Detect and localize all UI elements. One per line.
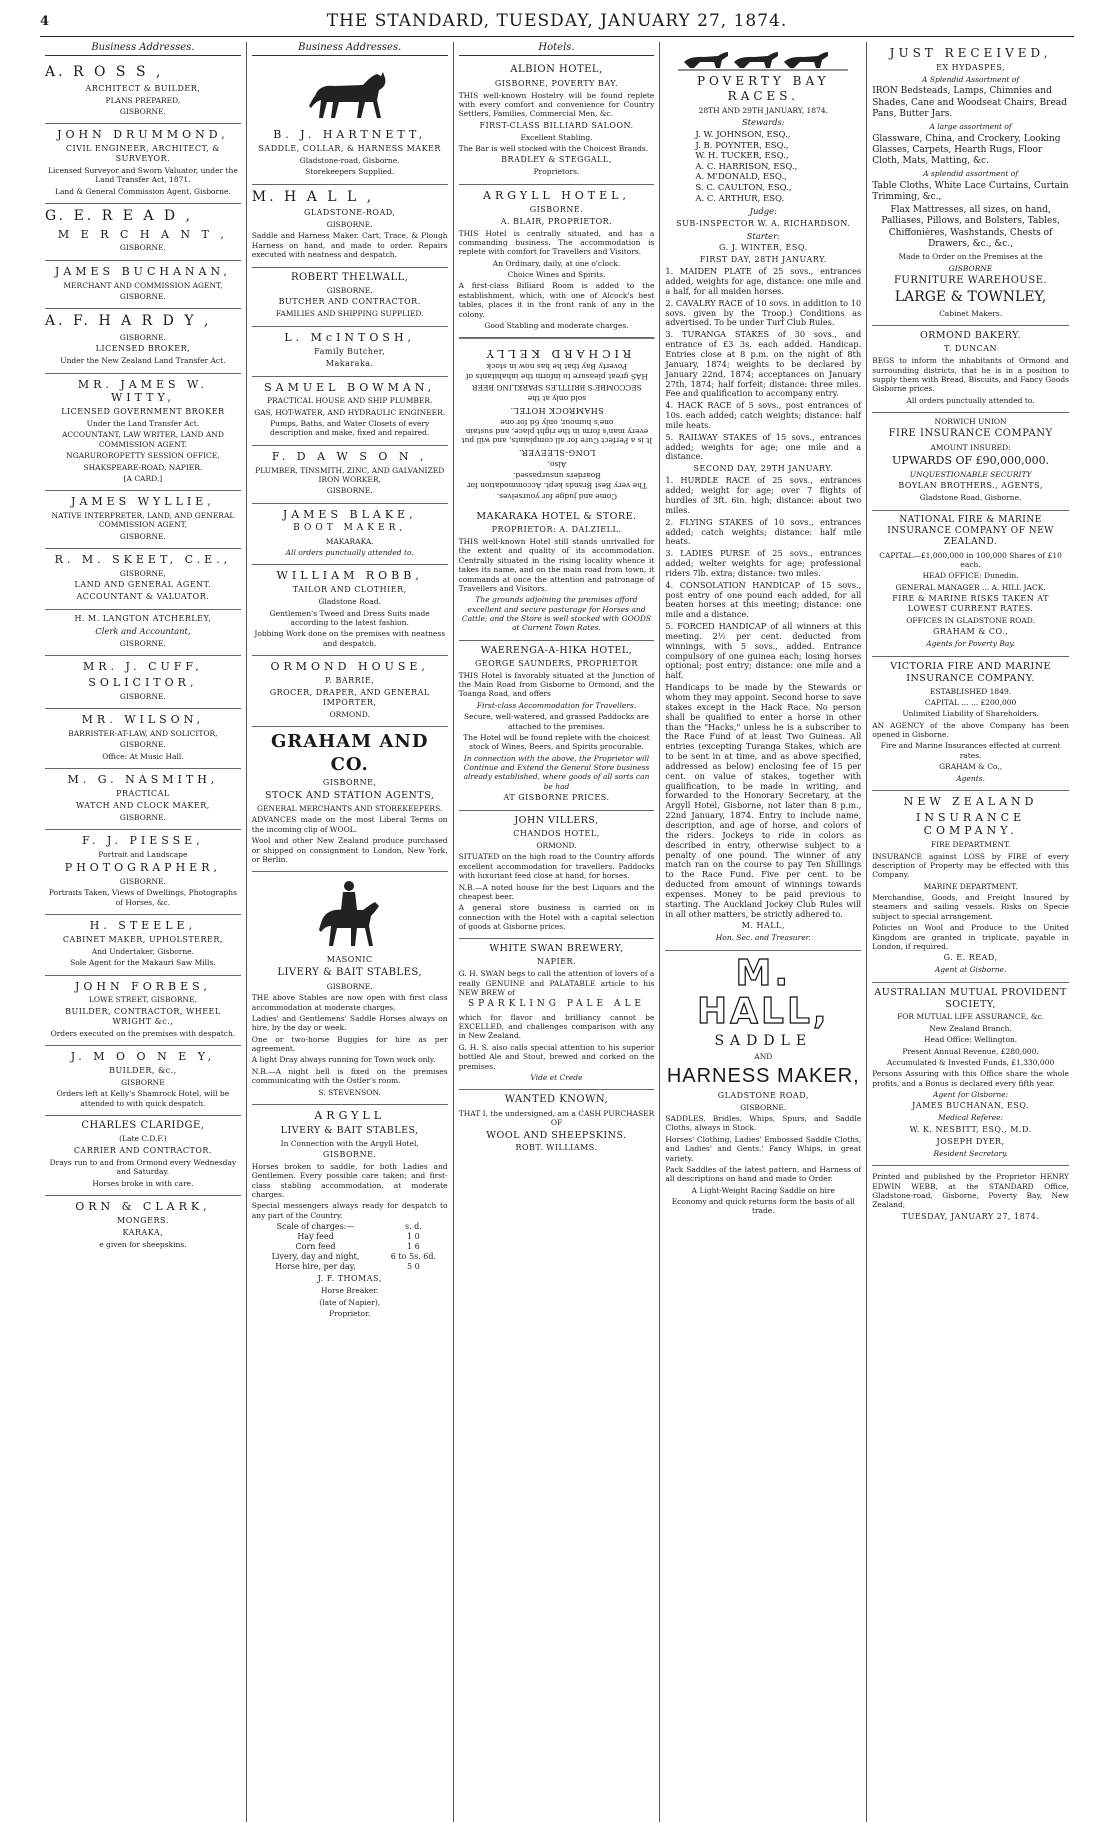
ad-poverty-bay-races: POVERTY BAY RACES. 28TH AND 29TH JANUARY, 1874. Stewards: J. W. JOHNSON, ESQ., J. B. POYNTER, ESQ., W. H. TUCKER, ESQ., A. C. HARRISON, ESQ., A. M'DONALD, ESQ., S. C. CAULTON, ESQ., A. C. ARTHUR, ESQ. Judge: SUB-INSPECTOR W. A. RICHARDSON. Starter: G. J. WINTER, ESQ. FIRST DAY, 28TH JANUARY. 1. MAIDEN PLATE of 25 sovs., entrances added, weights for age, distance: one mile and a half, for all maiden horses. 2. CAVALRY RACE of 10 sovs. in addition to 10 sovs. given by the Troop.) Conditions as advertised. To be under Turf Club Rules. 3. TURANGA STAKES of 30 sovs., and entrance of £3 3s. each added. Handicap. Entries close at 8 p.m. on the night of 8th January, 1874; weights to be declared by January 22nd, 1874; acceptances on January 27th, 1874; half forfeit; distance: three miles. Fee and qualification to accompany entry. 4. HACK RACE of 5 sovs., post entrances of 10s. each added; catch weights; distance: half mile heats. 5. RAILWAY STAKES of 15 sovs., entrances added; weights for age; one mile and a distance. SECOND DAY, 29TH JANUARY. 1. HURDLE RACE of 25 sovs., entrances added; weight for age; over 7 flights of hurdles of 3ft. 6in. high; distance: about two miles. 2. FLYING STAKES of 10 sovs., entrances added; catch weights; distance: half mile heats. 3. LADIES PURSE of 25 sovs., entrances added; welter weights for age; professional riders 7lb. extra; distance: two miles. 4. CONSOLATION HANDICAP of 15 sovs., post entry of one pound each added, for all beaten horses at this meeting; distance: one mile and a distance. 5. FORCED HANDICAP of all winners at this meeting. 2½ per cent. deducted from winnings, with 5 sovs., added. Entrance compulsory of one guinea each; losing horses optional; post entry; distance: one mile and a half. Handicaps to be made by the Stewards or whom they may appoint. Second horse to save stakes except in the Hack Race. No person shall be qualified to enter a horse in other than the "Hacks," unless he is a subscriber to the Race Fund of at least Two Guineas. All entries (excepting Turanga Stakes, which are to be sent in at time, and as above specified, addressed as below) enclosing fee of 15 per cent. on value of stakes, together with qualification, to be made in writing, and forwarded to the Honorary Secretary, at the Argyll Hotel, Gisborne, not later than 8 p.m., 22nd January, 1874. Entry to include name, description, and age of horse, and colors of the riders. Jockeys to ride in colors as described in entry, otherwise subject to a penalty of one pound. The winner of any match ran on the course to pay Ten Shillings to the Race Fund. Five per cent. to be deducted from amount of winnings towards expenses. Money to be paid previous to starting. The Auckland Jockey Club Rules will in all other matters, be strictly adhered to. M. HALL, Hon. Sec. and Treasurer. [665,42,861,951]
ad-bowman: SAMUEL BOWMAN, PRACTICAL HOUSE AND SHIP PLUMBER. GAS, HOT-WATER, AND HYDRAULIC ENGINEER. Pumps, Baths, and Water Closets of every description and make, fixed and repaired. [252,377,448,446]
ad-ormond-house: ORMOND HOUSE, P. BARRIE, GROCER, DRAPER, AND GENERAL IMPORTER, ORMOND. [252,656,448,727]
newspaper-title: THE STANDARD, TUESDAY, JANUARY 27, 1874. [326,11,788,31]
race-rules: Handicaps to be made by the Stewards or whom they may appoint. Second horse to save stakes except in the Hack Race. No person shall be qualified to enter a horse in other than the "Hacks," unless he is a subscriber to the Race Fund of at least Two Guineas. All entries (excepting Turanga Stakes, which are to be sent in at time, and as above specified, addressed as below) enclosing fee of 15 per cent. on value of stakes, together with qualification, to be made in writing, and forwarded to the Honorary Secretary, at the Argyll Hotel, Gisborne, not later than 8 p.m., 22nd January, 1874. Entry to include name, description, and age of horse, and colors of the riders. Jockeys to ride in colors as described in entry, otherwise subject to a penalty of one pound. The winner of any match ran on the course to pay Ten Shillings to the Race Fund. Five per cent. to be deducted from amount of winnings towards expenses. Money to be paid previous to starting. The Auckland Jockey Club Rules will in all other matters, be strictly adhered to. [665,682,862,919]
ad-dawson: F. D A W S O N , PLUMBER, TINSMITH, ZINC, AND GALVANIZED IRON WORKER, GISBORNE. [252,446,448,504]
ad-amp-society: AUSTRALIAN MUTUAL PROVIDENT SOCIETY, FOR MUTUAL LIFE ASSURANCE, &c. New Zealand Branch. Head Office: Wellington. Present Annual Revenue, £280,000. Accumulated & Invested Funds, £1,330,000 Persons Assuring with this Office share the whole profits, and a Bonus is declared every fifth year. Agent for Gisborne: JAMES BUCHANAN, ESQ. Medical Referee: W. K. NESBITT, ESQ., M.D. JOSEPH DYER, Resident Secretary. [872,983,1069,1167]
ad-atcherley: H. M. LANGTON ATCHERLEY, Clerk and Accountant, GISBORNE. [45,610,241,656]
page-number: 4 [40,13,50,29]
ad-albion-hotel: ALBION HOTEL, GISBORNE, POVERTY BAY. THIS well-known Hostelry will be found replete with every comfort and convenience for Country Settlers, Families, Commercial Men, &c. FIRST-CLASS BILLIARD SALOON. Excellent Stabling. The Bar is well stocked with the Choicest Brands. BRADLEY & STEGGALL, Proprietors. [459,60,655,185]
column-heading: Hotels. [459,42,655,56]
ad-makaraka-hotel: MAKARAKA HOTEL & STORE. PROPRIETOR: A. DALZIELL. THIS well-known Hotel still stands unrivalled for the extent and quality of its accommodation. Centrally situated in the rising locality whence it takes its name, and on the main road from town, it commands at once the attention and patronage of Travellers and Visitors. The grounds adjoining the premises afford excellent and secure pasturage for Horses and Cattle; and the Store is well stocked with GOODS at Current Town Rates. [459,507,655,641]
ad-hall: M. H A L L , GLADSTONE-ROAD, GISBORNE. Saddle and Harness Maker. Cart, Trace, & Plough Harness on hand, and made to order. Repairs executed with neatness and despatch. [252,185,448,268]
column-heading: Business Addresses. [252,42,448,56]
ad-robb: WILLIAM ROBB, TAILOR AND CLOTHIER, Gladstone Road. Gentlemen's Tweed and Dress Suits made according to the latest fashion. Jobbing Work done on the premises with neatness and despatch. [252,565,448,656]
ad-m-hall-saddle: M. HALL, SADDLE AND HARNESS MAKER, GLADSTONE ROAD, GISBORNE. SADDLES, Bridles, Whips, Spurs, and Saddle Cloths, always in Stock. Horses' Clothing, Ladies' Embossed Saddle Cloths, and Ladies' and Gents.' Fancy Whips, in great variety. Pack Saddles of the latest pattern, and Harness of all descriptions on hand and made to Order. A Light-Weight Racing Saddle on hire Economy and quick returns form the basis of all trade. [665,952,862,1216]
ad-blake: JAMES BLAKE, BOOT MAKER, MAKARAKA. All orders punctually attended to. [252,504,448,566]
imprint: Printed and published by the Proprietor HENRY EDWIN WEBB, at the STANDARD Office, Gladstone-road, Gisborne, Poverty Bay, New Zealand, TUESDAY, JANUARY 27, 1874. [872,1172,1069,1221]
column-heading: Business Addresses. [45,42,241,56]
ad-norwich-union: NORWICH UNION FIRE INSURANCE COMPANY AMOUNT INSURED: UPWARDS OF £90,000,000. UNQUESTIONABLE SECURITY BOYLAN BROTHERS., AGENTS, Gladstone Road, Gisborne. [872,413,1069,511]
ad-argyll-stables: ARGYLL LIVERY & BAIT STABLES, In Connection with the Argyll Hotel, GISBORNE. Horses broken to saddle, for both Ladies and Gentlemen. Every possible care taken; and first-class stabling accommodation, at moderate charges. Special messengers always ready for despatch to any part of the Country. Scale of charges:— s. d. Hay feed 1 0 Corn feed 1 6 Livery, day and night, 6 to 5s. 6d. Horse hire, per day, 5 0 J. F. THOMAS, Horse Breaker. (late of Napier), Proprietor. [251,1108,448,1318]
column-5 [867,42,1074,1822]
day1-races: 1. MAIDEN PLATE of 25 sovs., entrances added, weights for age, distance: one mile and a half, for all maiden horses. 2. CAVALRY RACE of 10 sovs. in addition to 10 sovs. given by the Troop.) Conditions as advertised. To be under Turf Club Rules. 3. TURANGA STAKES of 30 sovs., and entrance of £3 3s. each added. Handicap. Entries close at 8 p.m. on the night of 8th January, 1874; weights to be declared by January 22nd, 1874; acceptances on January 27th, 1874; half forfeit; distance: three miles. Fee and qualification to accompany entry. 4. HACK RACE of 5 sovs., post entrances of 10s. each added; catch weights; distance: half mile heats. 5. RAILWAY STAKES of 15 sovs., entrances added; weights for age; one mile and a distance. [665,266,862,462]
ad-forbes: JOHN FORBES, LOWE STREET, GISBORNE, BUILDER, CONTRACTOR, WHEEL WRIGHT &c., Orders executed on the premises with despatch. [45,976,241,1047]
column-3 [454,42,661,1822]
ad-ross: A. R O S S , ARCHITECT & BUILDER, PLANS PREPARED, GISBORNE. [45,60,241,124]
ad-claridge: CHARLES CLARIDGE, (Late C.D.F.) CARRIER AND CONTRACTOR. Drays run to and from Ormond every Wednesday and Saturday. Horses broke in with care. [45,1116,241,1196]
ad-mooney: J. M O O N E Y, BUILDER, &c., GISBORNE Orders left at Kelly's Shamrock Hotel, will be attended to with quick despatch. [45,1046,241,1116]
ad-wilson: MR. WILSON, BARRISTER-AT-LAW, AND SOLICITOR, GISBORNE. Office: At Music Hall. [45,709,241,769]
ad-buchanan: JAMES BUCHANAN, MERCHANT AND COMMISSION AGENT, GISBORNE. [45,261,241,310]
ad-drummond: JOHN DRUMMOND, CIVIL ENGINEER, ARCHITECT, & SURVEYOR. Licensed Surveyor and Sworn Valuator, under the Land Transfer Act, 1871. Land & General Commission Agent, Gisborne. [45,124,241,204]
ad-kelly-inverted: Come and judge for yourselves. The very Best Brands kept. Accommodation for Boarders unsurpassed. Also, LONG-SLEEVER. It is a Perfect Cure for all complaints, and will put every man's form in the right place, and sustain one's humour, only 6d for one SHAMROCK HOTEL. sold only at the SECCOMBE'S BRITTLES SPARKLING BEER HAS great pleasure to inform the inhabitants of Poverty Bay that he has now in stock RICHARD KELLY [459,338,655,507]
ad-white-swan: WHITE SWAN BREWERY, NAPIER. G. H. SWAN begs to call the attention of lovers of a really GENUINE and PALATABLE article to his NEW BREW of SPARKLING PALE ALE which for flavor and brilliancy cannot be EXCELLED, and challenges comparison with any in New Zealand. G. H. S. also calls special attention to his superior bottled Ale and Stout, brewed and corked on the premises. Vide et Crede [459,939,655,1090]
ad-wyllie: JAMES WYLLIE, NATIVE INTERPRETER, LAND, AND GENERAL COMMISSION AGENT, GISBORNE. [45,491,241,549]
ad-wanted-known: WANTED KNOWN, THAT I, the undersigned, am a CASH PURCHASER OF WOOL AND SHEEPSKINS. ROBT. WILLIAMS. [458,1094,655,1153]
ad-argyll-hotel: ARGYLL HOTEL, GISBORNE. A. BLAIR, PROPRIETOR. THIS Hotel is centrally situated, and has a commanding business. The accommodation is replete with comfort for Travellers and Visitors. An Ordinary, daily, at one o'clock. Choice Wines and Spirits. A first-class Billiard Room is added to the establishment, which, with one of Alcock's best tables, places it in the front rank of any in the colony. Good Stabling and moderate charges. [459,185,655,339]
column-4 [660,42,867,1822]
column-2 [247,42,454,1822]
ad-ormond-bakery: ORMOND BAKERY. T. DUNCAN BEGS to inform the inhabitants of Ormond and surrounding districts, that he is in a position to supply them with Bread, Biscuits, and Fancy Goods Gisborne prices. All orders punctually attended to. [872,326,1069,413]
racehorses-illustration [665,48,861,72]
ad-cuff: MR. J. CUFF, SOLICITOR, GISBORNE. [45,656,241,709]
ad-just-received: JUST RECEIVED, EX HYDASPES, A Splendid Assortment of IRON Bedsteads, Lamps, Chimnies and Shades, Cane and Woodseat Chairs, Bread Pans, Butter Jars. A large assortment of Glassware, China, and Crockery, Looking Glasses, Carpets, Hearth Rugs, Floor Cloth, Mats, Matting, &c. A splendid assortment of Table Cloths, White Lace Curtains, Curtain Trimming, &c., Flax Mattresses, all sizes, on hand, Palliases, Pillows, and Bolsters, Tables, Chiffonières, Washstands, Chests of Drawers, &c., &c., Made to Order on the Premises at the GISBORNE FURNITURE WAREHOUSE. LARGE & TOWNLEY, Cabinet Makers. [872,42,1069,326]
ad-hartnett: B. J. HARTNETT, SADDLE, COLLAR, & HARNESS MAKER Gladstone-road, Gisborne. Storekeepers Supplied. [252,60,448,185]
ad-chandos-hotel: JOHN VILLERS, CHANDOS HOTEL, ORMOND. SITUATED on the high road to the Country affords excellent accommodation for travellers. Paddocks with luxuriant feed close at hand, for horses. N.B.—A noted house for the best Liquors and the cheapest beer. A general store business is carried on in connection with the Hotel with a capital selection of goods at Gisborne prices. [459,811,655,939]
ad-clark: ORN & CLARK, MONGERS. KARAKA, e given for sheepskins. [75,1199,211,1249]
ad-national-insurance: NATIONAL FIRE & MARINE INSURANCE COMPANY OF NEW ZEALAND. CAPITAL—£1,000,000 in 100,000 Shares of £10 each. HEAD OFFICE: Dunedin. GENERAL MANAGER ... A. HILL JACK. FIRE & MARINE RISKS TAKEN AT LOWEST CURRENT RATES. OFFICES IN GLADSTONE ROAD. GRAHAM & CO., Agents for Poverty Bay. [872,511,1069,657]
page-columns [40,42,1074,1822]
ad-victoria-insurance: VICTORIA FIRE AND MARINE INSURANCE COMPANY. ESTABLISHED 1849. CAPITAL ... ... £200,000 Unlimited Liability of Shareholders. AN AGENCY of the above Company has been opened in Gisborne. Fire and Marine Insurances effected at current rates. GRAHAM & Co., Agents. [872,657,1069,791]
column-1 [40,42,247,1822]
ad-nz-insurance: NEW ZEALAND INSURANCE COMPANY. FIRE DEPARTMENT. INSURANCE against LOSS by FIRE of every description of Property may be effected with this Company. MARINE DEPARTMENT. Merchandise, Goods, and Freight Insured by steamers and sailing vessels. Risks on Specie subject to special arrangement. Policies on Wool and Produce to the United Kingdom are granted in triplicate, payable in London, if required. G. E. READ, Agent at Gisborne. [872,791,1069,983]
scale-of-charges: Scale of charges:— s. d. Hay feed 1 0 Corn feed 1 6 Livery, day and night, 6 to 5s. 6d. Horse hire, per day, 5 0 [271,1222,437,1272]
ad-nasmith: M. G. NASMITH, PRACTICAL WATCH AND CLOCK MAKER, GISBORNE. [45,769,241,830]
ad-masonic-stables: MASONIC LIVERY & BAIT STABLES, GISBORNE. THE above Stables are now open with first class accommodation at moderate charges. Ladies' and Gentlemens' Saddle Horses always on hire, by the day or week. One or two-horse Buggies for hire as per agreement. A light Dray always running for Town work only. N.B.—A night bell is fixed on the premises communicating with the Ostler's room. S. STEVENSON. [252,872,448,1105]
horse-illustration [252,66,448,126]
ad-mcintosh: L. McINTOSH, Family Butcher, Makaraka. [252,327,448,377]
day2-races: 1. HURDLE RACE of 25 sovs., entrances added; weight for age; over 7 flights of hurdles of 3ft. 6in. high; distance: about two miles. 2. FLYING STAKES of 10 sovs., entrances added; catch weights; distance: half mile heats. 3. LADIES PURSE of 25 sovs., entrances added; welter weights for age; professional riders 7lb. extra; distance: two miles. 4. CONSOLATION HANDICAP of 15 sovs., post entry of one pound each added, for all beaten horses at this meeting; distance: one mile and a distance. 5. FORCED HANDICAP of all winners at this meeting. 2½ per cent. deducted from winnings, with 5 sovs., added. Entrance compulsory of one guinea each; losing horses optional; post entry; distance: one mile and a half. [665,475,862,681]
ad-steele: H. STEELE, CABINET MAKER, UPHOLSTERER, And Undertaker, Gisborne. Sole Agent for the Makauri Saw Mills. [45,915,241,976]
ad-graham: GRAHAM AND CO. GISBORNE, STOCK AND STATION AGENTS, GENERAL MERCHANTS AND STOREKEEPERS. ADVANCES made on the most Liberal Terms on the incoming clip of WOOL. Wool and other New Zealand produce purchased or shipped on consignment to London, New York, or Berlin. [252,727,448,872]
ad-hardy: A. F. H A R D Y , GISBORNE. LICENSED BROKER, Under the New Zealand Land Transfer Act. [45,309,241,373]
m-hall-outline-title: M. HALL, [697,952,830,1032]
masthead [40,6,1074,37]
ad-piesse: F. J. PIESSE, Portrait and Landscape PHOTOGRAPHER, GISBORNE. Portraits Taken, Views of Dwellings, Photographs of Horses, &c. [45,830,241,915]
ad-thelwall: ROBERT THELWALL, GISBORNE. BUTCHER AND CONTRACTOR. FAMILIES AND SHIPPING SUPPLIED. [252,268,448,327]
rider-illustration [252,878,448,953]
ad-skeet: R. M. SKEET, C.E., GISBORNE, LAND AND GENERAL AGENT. ACCOUNTANT & VALUATOR. [45,549,241,610]
ad-read: G. E. R E A D , M E R C H A N T , GISBORNE. [45,204,241,261]
stewards-list: J. W. JOHNSON, ESQ., J. B. POYNTER, ESQ., W. H. TUCKER, ESQ., A. C. HARRISON, ESQ., A. M'DONALD, ESQ., S. C. CAULTON, ESQ., A. C. ARTHUR, ESQ. [695,129,798,204]
ad-witty: MR. JAMES W. WITTY, LICENSED GOVERNMENT BROKER Under the Land Transfer Act. ACCOUNTANT, LAW WRITER, LAND AND COMMISSION AGENT. NGARUROROPETTY SESSION OFFICE, SHAKSPEARE-ROAD, NAPIER. [A CARD.] [45,374,241,492]
ad-waerenga-hotel: WAERENGA-A-HIKA HOTEL, GEORGE SAUNDERS, PROPRIETOR THIS Hotel is favorably situated at the Junction of the Main Road from Gisborne to Ormond, and the Toanga Road, and offers First-class Accommodation for Travellers. Secure, well-watered, and grassed Paddocks are attached to the premises. The Hotel will be found replete with the choicest stock of Wines, Beers, and Spirits procurable. In connection with the above, the Proprietor will Continue and Extend the General Store business already established, where goods of all sorts can be had AT GISBORNE PRICES. [459,641,655,811]
